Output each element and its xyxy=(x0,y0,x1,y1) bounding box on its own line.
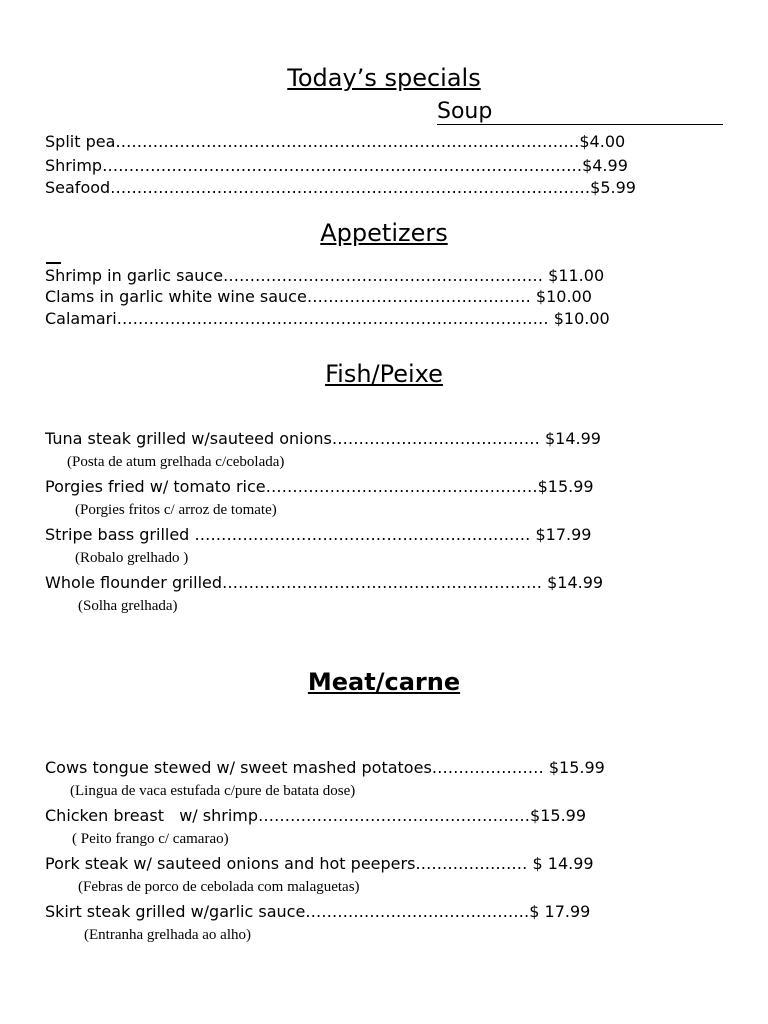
menu-item-soup: Seafood………………………………………………………………………………$5.99 xyxy=(45,178,636,197)
menu-item-meat: Chicken breast w/ shrimp……………………………………………$15.99 xyxy=(45,806,587,825)
menu-item-fish: Stripe bass grilled ……………………………………………………… $17.99 xyxy=(45,525,592,544)
appetizers-heading: Appetizers xyxy=(320,219,448,247)
menu-item-fish-translation: (Posta de atum grelhada c/cebolada) xyxy=(67,454,285,470)
fish-heading: Fish/Peixe xyxy=(325,360,443,388)
menu-item-meat: Skirt steak grilled w/garlic sauce……………………………………$ 17.99 xyxy=(45,902,591,921)
menu-item-fish: Porgies fried w/ tomato rice……………………………………………$15.99 xyxy=(45,477,594,496)
menu-item-appetizer: Shrimp in garlic sauce…………………………………………………… $11.00 xyxy=(45,266,605,285)
meat-heading: Meat/carne xyxy=(307,668,461,696)
menu-item-fish-translation: (Porgies fritos c/ arroz de tomate) xyxy=(75,502,277,518)
menu-item-fish-translation: (Robalo grelhado ) xyxy=(75,550,189,566)
menu-item-meat: Cows tongue stewed w/ sweet mashed potatoes………………… $15.99 xyxy=(45,758,605,777)
menu-title: Today’s specials xyxy=(287,64,481,92)
menu-item-fish: Tuna steak grilled w/sauteed onions………………………………… $14.99 xyxy=(45,429,601,448)
menu-item-fish: Whole flounder grilled…………………………………………………… $14.99 xyxy=(45,573,604,592)
menu-item-meat-translation: (Lingua de vaca estufada c/pure de batata dose) xyxy=(70,783,356,799)
menu-item-appetizer: Clams in garlic white wine sauce…………………………………… $10.00 xyxy=(45,287,592,306)
menu-item-meat-translation: ( Peito frango c/ camarao) xyxy=(72,831,229,847)
overline-mark xyxy=(46,262,61,264)
menu-item-meat: Pork steak w/ sauteed onions and hot peepers………………… $ 14.99 xyxy=(45,854,594,873)
menu-item-meat-translation: (Febras de porco de cebolada com malaguetas) xyxy=(78,879,360,895)
menu-item-soup: Shrimp………………………………………………………………………………$4.99 xyxy=(45,156,628,175)
menu-item-meat-translation: (Entranha grelhada ao alho) xyxy=(84,927,251,943)
menu-item-appetizer: Calamari……………………………………………………………………… $10.00 xyxy=(45,309,610,328)
soup-heading-underline xyxy=(437,124,723,125)
soup-heading: Soup xyxy=(437,99,493,124)
menu-item-soup: Split pea……………………………………………………………………………$4.00 xyxy=(45,132,626,151)
menu-item-fish-translation: (Solha grelhada) xyxy=(78,598,178,614)
